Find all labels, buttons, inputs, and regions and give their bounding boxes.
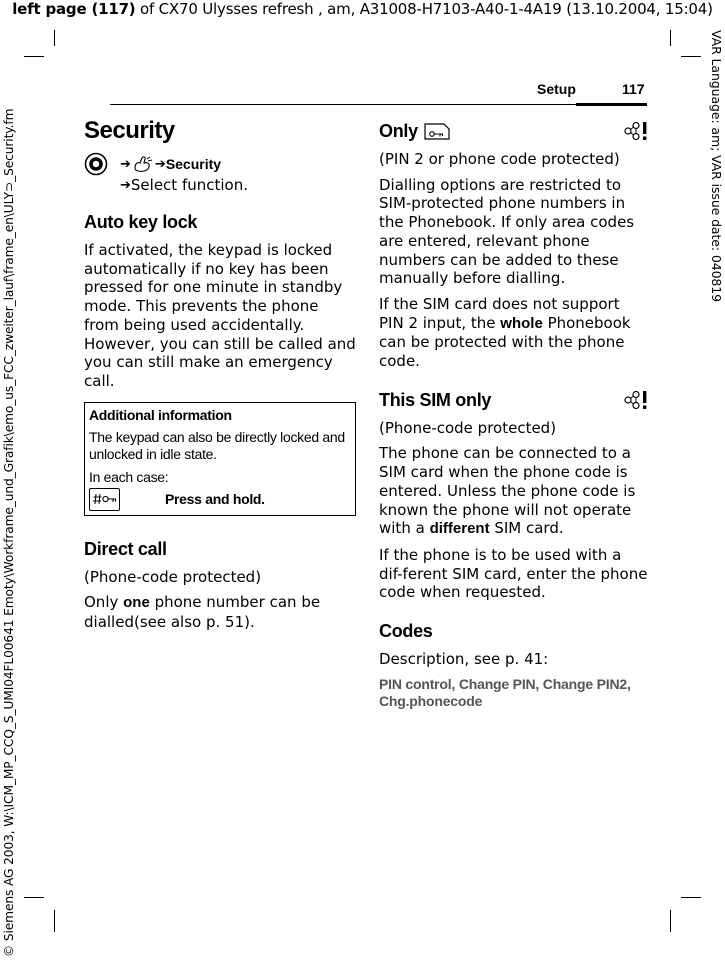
direct-call-body-b: phone number can be dialled(see also p. 51). bbox=[84, 593, 321, 632]
this-sim-body1-bold: different bbox=[429, 520, 490, 538]
direct-call-body-bold: one bbox=[123, 594, 150, 612]
hash-key-lock-icon bbox=[89, 488, 120, 511]
crop-mark bbox=[24, 897, 44, 898]
page-number: 117 bbox=[622, 81, 645, 97]
only-heading-group bbox=[379, 120, 450, 142]
only-heading: Only bbox=[379, 121, 418, 141]
crop-mark bbox=[681, 897, 701, 898]
additional-info-box bbox=[84, 402, 356, 516]
provider-dependent-icon bbox=[623, 121, 649, 141]
auto-key-lock-body: If activated, the keypad is locked automatically if no key has been pressed for one minute in standby mode. This prevents the phone from being used accidentally. However, you can still be called and you can still make an emergency call. bbox=[84, 241, 356, 390]
settings-menu-icon bbox=[132, 154, 154, 174]
direct-call-body-a: Only bbox=[84, 593, 124, 612]
section-header: Setup bbox=[537, 81, 576, 97]
codes-description: Description, see p. 41: bbox=[379, 650, 549, 669]
right-margin-text: VAR Language: am; VAR issue date: 040819 bbox=[709, 30, 724, 302]
print-header-rest: of CX70 Ulysses refresh , am, A31008-H7103-A40-1-4A19 (13.10.2004, 15:04) bbox=[135, 0, 713, 18]
press-and-hold-label: Press and hold. bbox=[165, 490, 265, 507]
this-sim-heading: This SIM only bbox=[379, 389, 492, 410]
auto-key-lock-heading: Auto key lock bbox=[84, 212, 198, 232]
print-header-bold: left page (117) bbox=[12, 0, 136, 18]
only-body2-bold: whole bbox=[500, 314, 543, 332]
only-body1: Dialling options are restricted to SIM-protected phone numbers in the Phonebook. If only area codes are entered, relevant phone numbers can be added to these manually before dialling. bbox=[379, 175, 635, 288]
provider-dependent-icon bbox=[623, 390, 649, 410]
navigation-key-icon bbox=[84, 152, 120, 176]
menu-path-item: Security bbox=[165, 155, 222, 172]
this-sim-body1 bbox=[379, 444, 649, 539]
direct-call-heading: Direct call bbox=[84, 538, 167, 559]
menu-path-line1 bbox=[120, 152, 248, 176]
arrow-right-icon: ➔ bbox=[120, 156, 131, 172]
crop-mark bbox=[54, 30, 55, 46]
crop-mark bbox=[670, 30, 671, 46]
print-header-line bbox=[0, 0, 725, 18]
this-sim-body1-a: The phone can be connected to a SIM card when the phone code is entered. Unless the phone code is known the phone will not operate with a bbox=[379, 444, 636, 538]
this-sim-body2: If the phone is to be used with a dif-ferent SIM card, enter the phone code when requested. bbox=[379, 545, 648, 602]
crop-mark bbox=[670, 910, 671, 932]
page-title: Security bbox=[84, 117, 175, 144]
right-column bbox=[379, 114, 649, 710]
crop-mark bbox=[24, 56, 44, 57]
codes-menu-list: PIN control, Change PIN, Change PIN2, Chg.phonecode bbox=[379, 675, 631, 709]
menu-path-instruction: Select function. bbox=[130, 176, 248, 194]
menu-path-lines bbox=[120, 152, 248, 195]
only-body2 bbox=[379, 295, 649, 371]
arrow-right-icon: ➔ bbox=[120, 178, 131, 193]
header-rule bbox=[110, 104, 647, 105]
pin2-card-icon bbox=[424, 121, 450, 141]
this-sim-body1-b: SIM card. bbox=[489, 519, 564, 538]
direct-call-body bbox=[84, 593, 356, 631]
left-column bbox=[84, 114, 356, 639]
menu-path bbox=[84, 152, 356, 195]
info-box-title: Additional information bbox=[89, 406, 232, 423]
codes-heading: Codes bbox=[379, 621, 433, 642]
only-body2-b: Phonebook can be protected with the phone code. bbox=[379, 313, 631, 371]
info-box-text: The keypad can also be directly locked and unlocked in idle state. bbox=[89, 428, 345, 462]
this-sim-heading-row bbox=[379, 389, 649, 411]
only-heading-row bbox=[379, 120, 649, 142]
this-sim-protection: (Phone-code protected) bbox=[379, 418, 557, 437]
press-and-hold-row bbox=[89, 488, 351, 511]
info-box-text: In each case: bbox=[89, 468, 169, 485]
menu-path-line2 bbox=[120, 176, 248, 195]
crop-mark bbox=[54, 910, 55, 932]
direct-call-protection: (Phone-code protected) bbox=[84, 567, 262, 586]
crop-mark bbox=[681, 56, 701, 57]
left-margin-text: © Siemens AG 2003, W:\ICM_MP_CCQ_S_UMI04FL00641 Emoty\Workframe_und_Grafik\emo_us_FCC_zweiter_lauf\frame_en\ULY⊃_Security.fm bbox=[2, 108, 16, 957]
only-body2-a: If the SIM card does not support PIN 2 input, the bbox=[379, 294, 620, 332]
only-protection: (PIN 2 or phone code protected) bbox=[379, 150, 620, 168]
header-rule-thick bbox=[576, 103, 647, 106]
arrow-right-icon: ➔ bbox=[154, 156, 166, 172]
